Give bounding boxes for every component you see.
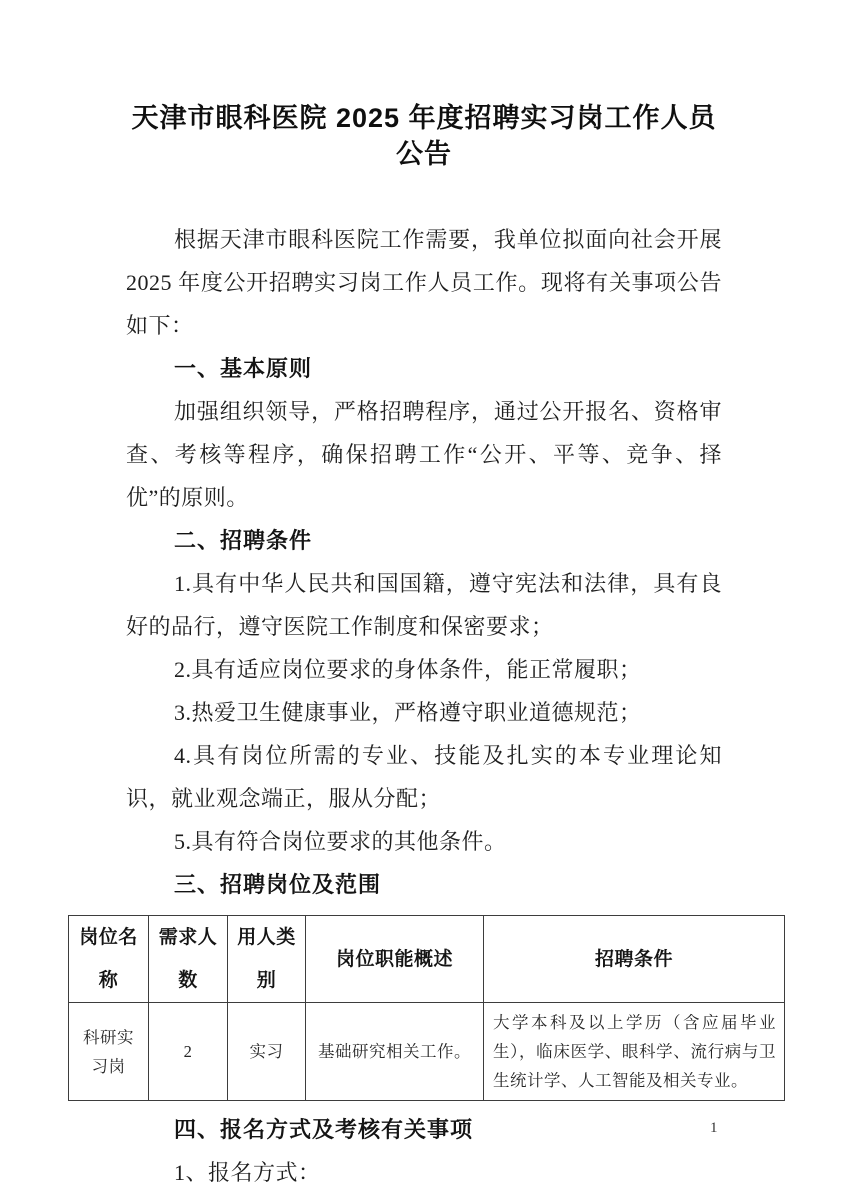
apply-method-line: 1、报名方式： bbox=[174, 1160, 321, 1185]
condition-item-5: 5.具有符合岗位要求的其他条件。 bbox=[174, 829, 507, 854]
section-3-heading: 三、招聘岗位及范围 bbox=[174, 872, 382, 897]
cell-requirements: 大学本科及以上学历（含应届毕业生），临床医学、眼科学、流行病与卫生统计学、人工智能及相关专业。 bbox=[484, 1003, 785, 1101]
header-cell-requirements: 招聘条件 bbox=[484, 916, 785, 1003]
header-cell-headcount: 需求人数 bbox=[149, 916, 228, 1003]
page-title: 天津市眼科医院 2025 年度招聘实习岗工作人员公告 bbox=[131, 103, 717, 169]
table-row bbox=[69, 1003, 785, 1101]
cell-headcount: 2 bbox=[149, 1003, 228, 1101]
section-4-heading: 四、报名方式及考核有关事项 bbox=[174, 1117, 474, 1142]
table-header-row bbox=[69, 916, 785, 1003]
cell-duties: 基础研究相关工作。 bbox=[306, 1003, 484, 1101]
section-2-heading: 二、招聘条件 bbox=[174, 528, 313, 553]
section-1-heading: 一、基本原则 bbox=[174, 356, 313, 381]
header-cell-duties: 岗位职能概述 bbox=[306, 916, 484, 1003]
condition-item-2: 2.具有适应岗位要求的身体条件，能正常履职； bbox=[174, 657, 642, 682]
cell-position-name: 科研实习岗 bbox=[69, 1003, 149, 1101]
cell-category: 实习 bbox=[228, 1003, 306, 1101]
condition-item-1: 1.具有中华人民共和国国籍，遵守宪法和法律，具有良好的品行，遵守医院工作制度和保密要求； bbox=[126, 571, 722, 639]
header-cell-category: 用人类别 bbox=[228, 916, 306, 1003]
intro-paragraph: 根据天津市眼科医院工作需要，我单位拟面向社会开展 2025 年度公开招聘实习岗工作人员工作。现将有关事项公告如下： bbox=[126, 227, 722, 338]
page-number: 1 bbox=[710, 1120, 718, 1136]
condition-item-4: 4.具有岗位所需的专业、技能及扎实的本专业理论知识，就业观念端正，服从分配； bbox=[126, 743, 722, 811]
header-cell-position-name: 岗位名称 bbox=[69, 916, 149, 1003]
section-1-paragraph: 加强组织领导，严格招聘程序，通过公开报名、资格审查、考核等程序，确保招聘工作“公开、平等、竞争、择优”的原则。 bbox=[126, 399, 722, 510]
condition-item-3: 3.热爱卫生健康事业，严格遵守职业道德规范； bbox=[174, 700, 642, 725]
positions-table bbox=[68, 915, 785, 1101]
